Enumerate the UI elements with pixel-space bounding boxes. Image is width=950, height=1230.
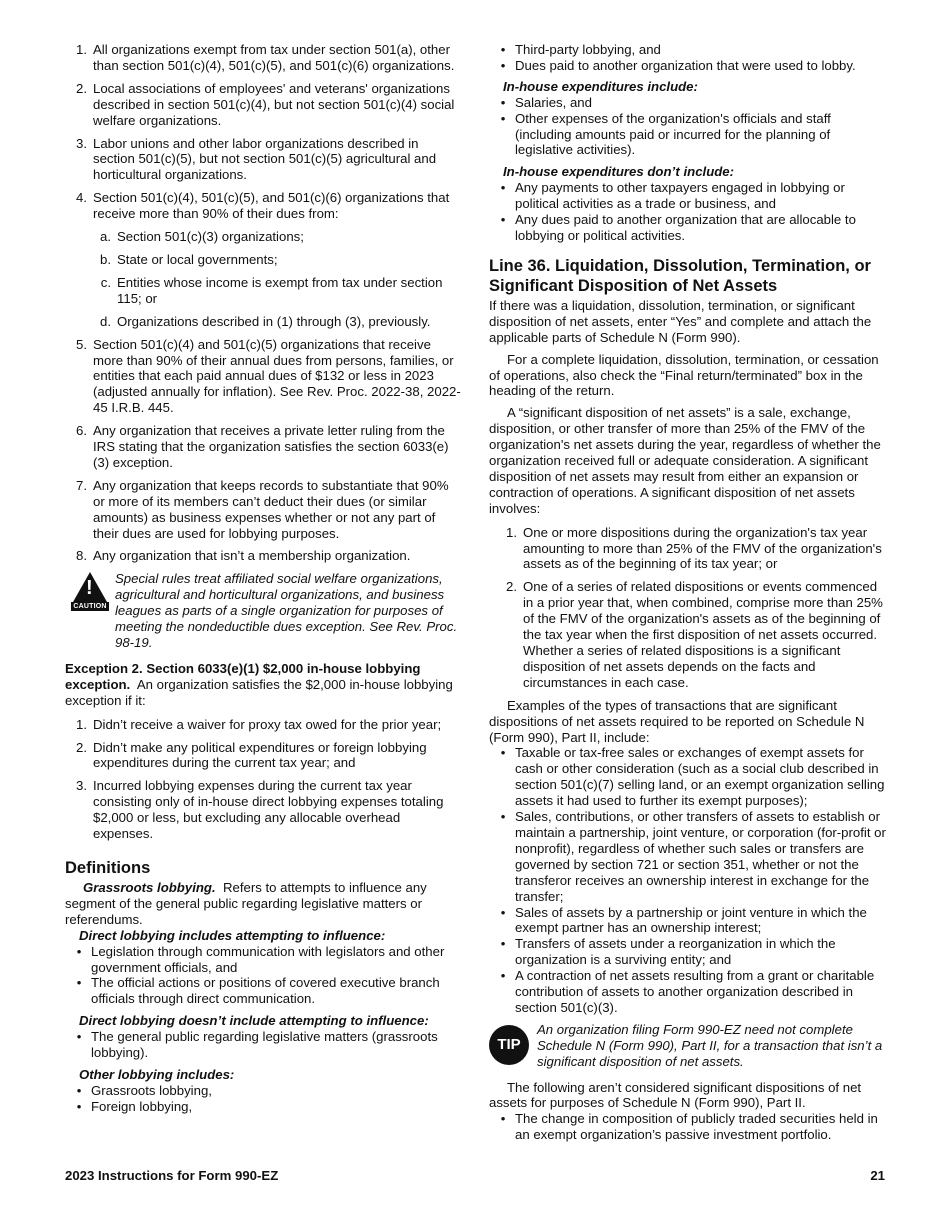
- direct-heading: Direct lobbying includes attempting to influence:: [79, 927, 386, 943]
- list-item: 1. One or more dispositions during the organization's tax year amounting to more than 25% of the FMV of the organization's assets as of the beginning of its tax year; or: [506, 524, 882, 572]
- line-36-heading: Line 36. Liquidation, Dissolution, Termination, or Significant Disposition of Net Assets: [489, 256, 871, 295]
- exception-2-text: An organization satisfies the $2,000 in-house lobbying exception if it:: [65, 676, 453, 708]
- exception-2-list: [65, 717, 463, 842]
- list-item: 3. Labor unions and other labor organizations described in section 501(c)(5), but not section 501(c)(5) agricultural and horticultural organizations.: [76, 135, 437, 183]
- list-item: • The general public regarding legislative matters (grassroots lobbying).: [76, 1029, 438, 1061]
- exception-2: [65, 661, 463, 709]
- caution-text: Special rules treat affiliated social welfare organizations, agricultural and horticultural organizations, and business leagues as parts of a single organization for purposes of meeting the nondeductible dues exception. See Rev. Proc. 98-19.: [115, 571, 458, 650]
- list-item: d. Organizations described in (1) through (3), previously.: [100, 313, 431, 329]
- list-item: 3. Incurred lobbying expenses during the current tax year consisting only of in-house direct lobbying expenses totaling $2,000 or less, but excluding any allocable overhead expenses.: [76, 778, 444, 842]
- list-item: • Sales, contributions, or other transfers of assets to establish or maintain a partnership, joint venture, or corporation (for-profit or nonprofit), regardless of whether such sales or transfers are governed by section 721 or section 351, whether or not the transferor receives an ownership interest in exchange for the transfer;: [500, 809, 886, 904]
- other-heading: Other lobbying includes:: [79, 1066, 235, 1082]
- list-item: • A contraction of net assets resulting from a grant or charitable contribution of assets to another organization described in section 501(c)(3).: [500, 968, 875, 1015]
- list-item: b. State or local governments;: [100, 251, 278, 267]
- list-item: • The official actions or positions of covered executive branch officials through direct communication.: [76, 975, 440, 1007]
- page-number: 21: [870, 1168, 885, 1183]
- list-item: • Taxable or tax-free sales or exchanges of exempt assets for cash or other consideration (such as a social club described in section 501(c)(7) selling land, or an exempt organization selling assets it had used to further its exempt purposes);: [500, 745, 885, 809]
- tip-text: An organization filing Form 990-EZ need not complete Schedule N (Form 990), Part II, for a transaction that isn’t a significant disposition of net assets.: [537, 1021, 883, 1069]
- list-item: • Any dues paid to another organization that are allocable to lobbying or political activities.: [500, 212, 856, 243]
- list-item: 6. Any organization that receives a private letter ruling from the IRS stating that the organization satisfies the section 6033(e)(3) exception.: [76, 423, 449, 470]
- sub-list: [65, 229, 463, 330]
- definitions-heading: Definitions: [65, 858, 151, 877]
- list-item: • Sales of assets by a partnership or joint venture in which the exempt partner has an ownership interest;: [500, 904, 867, 936]
- list-item: • Grassroots lobbying,: [76, 1082, 212, 1098]
- direct-not-heading: Direct lobbying doesn’t include attempting to influence:: [79, 1013, 429, 1029]
- caution-note: [65, 571, 463, 651]
- inhouse-heading: In-house expenditures include:: [503, 78, 698, 94]
- caution-icon: ! CAUTION: [65, 571, 115, 651]
- footer-title: 2023 Instructions for Form 990-EZ: [65, 1168, 279, 1183]
- paragraph: The following aren’t considered significant dispositions of net assets for purposes of Schedule N (Form 990), Part II.: [489, 1079, 862, 1111]
- list-item: 7. Any organization that keeps records to substantiate that 90% or more of its members can’t deduct their dues (or similar amounts) as business expenses whether or not any part of their dues are used for lobbying purposes.: [76, 477, 449, 541]
- disposition-list: [489, 525, 887, 691]
- paragraph: If there was a liquidation, dissolution, termination, or significant disposition of net assets, enter “Yes” and complete and attach the applicable parts of Schedule N (Form 990).: [489, 297, 872, 345]
- list-item: • Third-party lobbying, and: [500, 42, 661, 57]
- list-item: 2. One of a series of related dispositions or events commenced in a prior year that, when combined, comprise more than 25% of the FMV of the organization's assets as of the beginning of the tax year when the first disposition of net assets occurred. Whether a series of related dispositions is a significant disposition of net assets depends on the facts and circumstances in each case.: [506, 579, 883, 690]
- list-item: • The change in composition of publicly traded securities held in an exempt organization’s passive investment portfolio.: [500, 1111, 878, 1143]
- list-item: 2. Local associations of employees' and veterans' organizations described in section 501(c)(4), but not section 501(c)(4) social welfare organizations.: [76, 80, 455, 128]
- list-item: 8. Any organization that isn’t a membership organization.: [76, 548, 411, 564]
- list-item: • Any payments to other taxpayers engaged in lobbying or political activities as a trade or business, and: [500, 180, 845, 212]
- list-item: c. Entities whose income is exempt from tax under section 115; or: [100, 274, 443, 306]
- list-item: • Other expenses of the organization's officials and staff (including amounts paid or incurred for the planning of legislative activities).: [500, 110, 831, 158]
- caution-label: CAUTION: [73, 603, 107, 611]
- list-item: 5. Section 501(c)(4) and 501(c)(5) organizations that receive more than 90% of their annual dues from persons, families, or entities that each paid annual dues of $132 or less in 2023 (adjusted annually for inflation). See Rev. Proc. 2022-38, 2022-45 I.R.B. 445.: [76, 336, 461, 416]
- list-item: 2. Didn’t make any political expenditures or foreign lobbying expenditures during the current tax year; and: [76, 739, 427, 771]
- list-item: • Dues paid to another organization that were used to lobby.: [500, 57, 856, 73]
- grassroots-definition: Grassroots lobbying. Refers to attempts to influence any segment of the general public regarding legislative matters or referendums.: [65, 879, 427, 927]
- list-item: a. Section 501(c)(3) organizations;: [100, 229, 304, 245]
- tip-icon: TIP: [489, 1022, 537, 1070]
- list-item: • Salaries, and: [500, 94, 592, 110]
- right-column: [489, 42, 887, 1143]
- list-item: 1. Didn’t receive a waiver for proxy tax owed for the prior year;: [76, 716, 442, 732]
- paragraph: A “significant disposition of net assets” is a sale, exchange, disposition, or other transfer of more than 25% of the FMV of the organization's net assets during the year, regardless of whether the organization received full or adequate consideration. A significant disposition of net assets may result from either an expansion or contraction of operations. A significant disposition of net assets involves:: [489, 405, 881, 516]
- paragraph: Examples of the types of transactions that are significant dispositions of net assets required to be reported on Schedule N (Form 990), Part II, include:: [489, 697, 865, 745]
- list-item: 4. Section 501(c)(4), 501(c)(5), and 501(c)(6) organizations that receive more than 90% of their dues from:: [76, 190, 450, 222]
- tip-note: [489, 1022, 887, 1070]
- exception-2-heading: Exception 2. Section 6033(e)(1) $2,000 in-house lobbying exception.: [65, 660, 421, 692]
- left-column: [65, 42, 463, 1115]
- exempt-list: [65, 42, 463, 222]
- list-item: 1. All organizations exempt from tax under section 501(a), other than section 501(c)(4), 501(c)(5), and 501(c)(6) organizations.: [76, 42, 455, 73]
- list-item: • Legislation through communication with legislators and other government officials, and: [76, 943, 445, 975]
- exempt-list-continued: [65, 337, 463, 565]
- inhouse-not-heading: In-house expenditures don’t include:: [503, 164, 735, 180]
- paragraph: For a complete liquidation, dissolution, termination, or cessation of operations, also check the “Final return/terminated” box in the heading of the return.: [489, 351, 879, 399]
- list-item: • Transfers of assets under a reorganization in which the organization is a surviving entity; and: [500, 936, 836, 968]
- list-item: • Foreign lobbying,: [76, 1098, 193, 1114]
